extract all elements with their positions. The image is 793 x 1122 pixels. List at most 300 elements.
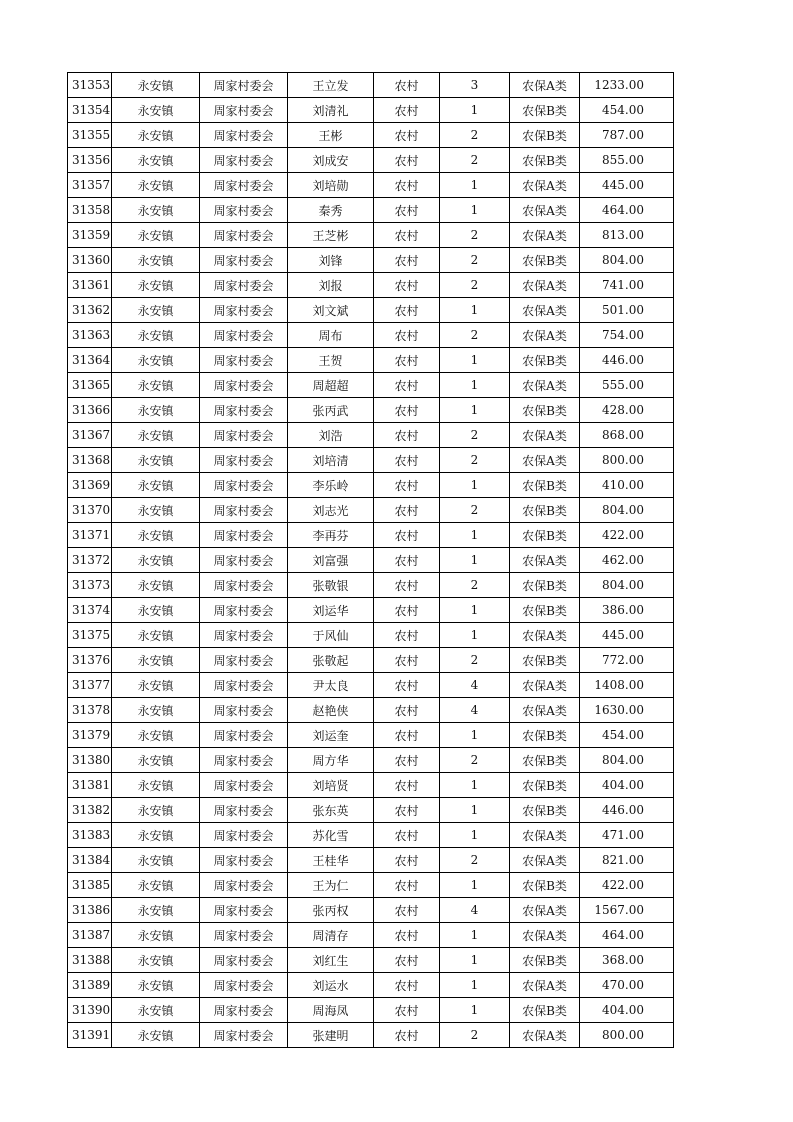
amount-cell: 470.00 — [580, 973, 674, 998]
insurance-category-cell: 农保A类 — [510, 548, 580, 573]
household-count-cell: 1 — [440, 548, 510, 573]
table-row — [68, 248, 674, 273]
insurance-category-cell: 农保A类 — [510, 298, 580, 323]
name-cell: 刘红生 — [288, 948, 374, 973]
record-id-cell: 31358 — [68, 198, 112, 223]
name-cell: 周海凤 — [288, 998, 374, 1023]
name-cell: 李再芬 — [288, 523, 374, 548]
record-id-cell: 31385 — [68, 873, 112, 898]
village-committee-cell: 周家村委会 — [200, 248, 288, 273]
amount-cell: 800.00 — [580, 1023, 674, 1048]
record-id-cell: 31357 — [68, 173, 112, 198]
table-row — [68, 73, 674, 98]
area-type-cell: 农村 — [374, 948, 440, 973]
table-row — [68, 223, 674, 248]
town-cell: 永安镇 — [112, 248, 200, 273]
record-id-cell: 31389 — [68, 973, 112, 998]
area-type-cell: 农村 — [374, 373, 440, 398]
amount-cell: 464.00 — [580, 198, 674, 223]
area-type-cell: 农村 — [374, 323, 440, 348]
name-cell: 尹太良 — [288, 673, 374, 698]
town-cell: 永安镇 — [112, 473, 200, 498]
household-count-cell: 1 — [440, 973, 510, 998]
amount-cell: 471.00 — [580, 823, 674, 848]
amount-cell: 741.00 — [580, 273, 674, 298]
record-id-cell: 31363 — [68, 323, 112, 348]
household-count-cell: 1 — [440, 198, 510, 223]
town-cell: 永安镇 — [112, 748, 200, 773]
name-cell: 于风仙 — [288, 623, 374, 648]
village-committee-cell: 周家村委会 — [200, 573, 288, 598]
insurance-category-cell: 农保A类 — [510, 973, 580, 998]
town-cell: 永安镇 — [112, 623, 200, 648]
name-cell: 刘志光 — [288, 498, 374, 523]
table-row — [68, 548, 674, 573]
table-row — [68, 148, 674, 173]
village-committee-cell: 周家村委会 — [200, 648, 288, 673]
insurance-category-cell: 农保A类 — [510, 423, 580, 448]
town-cell: 永安镇 — [112, 873, 200, 898]
table-row — [68, 698, 674, 723]
insurance-category-cell: 农保B类 — [510, 648, 580, 673]
roster-table — [67, 72, 674, 1048]
area-type-cell: 农村 — [374, 148, 440, 173]
insurance-category-cell: 农保A类 — [510, 848, 580, 873]
village-committee-cell: 周家村委会 — [200, 173, 288, 198]
area-type-cell: 农村 — [374, 523, 440, 548]
table-row — [68, 173, 674, 198]
area-type-cell: 农村 — [374, 1023, 440, 1048]
name-cell: 刘报 — [288, 273, 374, 298]
village-committee-cell: 周家村委会 — [200, 798, 288, 823]
town-cell: 永安镇 — [112, 548, 200, 573]
town-cell: 永安镇 — [112, 948, 200, 973]
household-count-cell: 2 — [440, 1023, 510, 1048]
area-type-cell: 农村 — [374, 873, 440, 898]
name-cell: 王芝彬 — [288, 223, 374, 248]
area-type-cell: 农村 — [374, 973, 440, 998]
insurance-category-cell: 农保A类 — [510, 323, 580, 348]
village-committee-cell: 周家村委会 — [200, 548, 288, 573]
name-cell: 刘运水 — [288, 973, 374, 998]
village-committee-cell: 周家村委会 — [200, 348, 288, 373]
amount-cell: 454.00 — [580, 723, 674, 748]
insurance-category-cell: 农保A类 — [510, 898, 580, 923]
household-count-cell: 2 — [440, 323, 510, 348]
household-count-cell: 1 — [440, 948, 510, 973]
insurance-category-cell: 农保B类 — [510, 873, 580, 898]
insurance-category-cell: 农保B类 — [510, 523, 580, 548]
town-cell: 永安镇 — [112, 723, 200, 748]
name-cell: 王彬 — [288, 123, 374, 148]
name-cell: 周超超 — [288, 373, 374, 398]
household-count-cell: 2 — [440, 423, 510, 448]
insurance-category-cell: 农保B类 — [510, 498, 580, 523]
village-committee-cell: 周家村委会 — [200, 923, 288, 948]
record-id-cell: 31353 — [68, 73, 112, 98]
record-id-cell: 31377 — [68, 673, 112, 698]
insurance-category-cell: 农保B类 — [510, 998, 580, 1023]
record-id-cell: 31361 — [68, 273, 112, 298]
record-id-cell: 31383 — [68, 823, 112, 848]
village-committee-cell: 周家村委会 — [200, 98, 288, 123]
town-cell: 永安镇 — [112, 923, 200, 948]
area-type-cell: 农村 — [374, 723, 440, 748]
amount-cell: 464.00 — [580, 923, 674, 948]
insurance-category-cell: 农保A类 — [510, 448, 580, 473]
record-id-cell: 31372 — [68, 548, 112, 573]
town-cell: 永安镇 — [112, 73, 200, 98]
record-id-cell: 31378 — [68, 698, 112, 723]
insurance-category-cell: 农保A类 — [510, 823, 580, 848]
area-type-cell: 农村 — [374, 73, 440, 98]
record-id-cell: 31370 — [68, 498, 112, 523]
amount-cell: 1408.00 — [580, 673, 674, 698]
town-cell: 永安镇 — [112, 373, 200, 398]
area-type-cell: 农村 — [374, 248, 440, 273]
insurance-category-cell: 农保B类 — [510, 123, 580, 148]
record-id-cell: 31388 — [68, 948, 112, 973]
amount-cell: 804.00 — [580, 748, 674, 773]
village-committee-cell: 周家村委会 — [200, 823, 288, 848]
name-cell: 秦秀 — [288, 198, 374, 223]
amount-cell: 855.00 — [580, 148, 674, 173]
household-count-cell: 1 — [440, 998, 510, 1023]
town-cell: 永安镇 — [112, 323, 200, 348]
record-id-cell: 31354 — [68, 98, 112, 123]
name-cell: 刘锋 — [288, 248, 374, 273]
name-cell: 张丙武 — [288, 398, 374, 423]
area-type-cell: 农村 — [374, 498, 440, 523]
name-cell: 刘运华 — [288, 598, 374, 623]
town-cell: 永安镇 — [112, 98, 200, 123]
village-committee-cell: 周家村委会 — [200, 873, 288, 898]
area-type-cell: 农村 — [374, 423, 440, 448]
town-cell: 永安镇 — [112, 223, 200, 248]
insurance-category-cell: 农保B类 — [510, 573, 580, 598]
table-row — [68, 748, 674, 773]
insurance-category-cell: 农保B类 — [510, 473, 580, 498]
name-cell: 刘成安 — [288, 148, 374, 173]
household-count-cell: 2 — [440, 123, 510, 148]
record-id-cell: 31386 — [68, 898, 112, 923]
village-committee-cell: 周家村委会 — [200, 498, 288, 523]
town-cell: 永安镇 — [112, 298, 200, 323]
household-count-cell: 1 — [440, 773, 510, 798]
table-row — [68, 873, 674, 898]
record-id-cell: 31387 — [68, 923, 112, 948]
area-type-cell: 农村 — [374, 998, 440, 1023]
insurance-category-cell: 农保B类 — [510, 398, 580, 423]
household-count-cell: 1 — [440, 873, 510, 898]
table-row — [68, 498, 674, 523]
area-type-cell: 农村 — [374, 573, 440, 598]
insurance-category-cell: 农保B类 — [510, 773, 580, 798]
table-row — [68, 923, 674, 948]
household-count-cell: 2 — [440, 273, 510, 298]
town-cell: 永安镇 — [112, 798, 200, 823]
village-committee-cell: 周家村委会 — [200, 73, 288, 98]
household-count-cell: 4 — [440, 698, 510, 723]
village-committee-cell: 周家村委会 — [200, 523, 288, 548]
area-type-cell: 农村 — [374, 923, 440, 948]
town-cell: 永安镇 — [112, 273, 200, 298]
amount-cell: 804.00 — [580, 248, 674, 273]
amount-cell: 446.00 — [580, 348, 674, 373]
name-cell: 张敬起 — [288, 648, 374, 673]
area-type-cell: 农村 — [374, 348, 440, 373]
name-cell: 周布 — [288, 323, 374, 348]
name-cell: 张丙权 — [288, 898, 374, 923]
table-row — [68, 898, 674, 923]
household-count-cell: 1 — [440, 723, 510, 748]
household-count-cell: 2 — [440, 148, 510, 173]
household-count-cell: 4 — [440, 673, 510, 698]
record-id-cell: 31375 — [68, 623, 112, 648]
area-type-cell: 农村 — [374, 173, 440, 198]
table-row — [68, 823, 674, 848]
town-cell: 永安镇 — [112, 348, 200, 373]
table-row — [68, 673, 674, 698]
table-row — [68, 98, 674, 123]
record-id-cell: 31391 — [68, 1023, 112, 1048]
amount-cell: 422.00 — [580, 523, 674, 548]
table-row — [68, 623, 674, 648]
town-cell: 永安镇 — [112, 1023, 200, 1048]
area-type-cell: 农村 — [374, 898, 440, 923]
record-id-cell: 31381 — [68, 773, 112, 798]
area-type-cell: 农村 — [374, 823, 440, 848]
household-count-cell: 2 — [440, 748, 510, 773]
table-row — [68, 348, 674, 373]
record-id-cell: 31364 — [68, 348, 112, 373]
table-row — [68, 1023, 674, 1048]
town-cell: 永安镇 — [112, 173, 200, 198]
table-row — [68, 298, 674, 323]
record-id-cell: 31366 — [68, 398, 112, 423]
village-committee-cell: 周家村委会 — [200, 448, 288, 473]
amount-cell: 462.00 — [580, 548, 674, 573]
amount-cell: 501.00 — [580, 298, 674, 323]
village-committee-cell: 周家村委会 — [200, 773, 288, 798]
household-count-cell: 1 — [440, 373, 510, 398]
roster-body — [68, 73, 674, 1048]
household-count-cell: 1 — [440, 623, 510, 648]
table-row — [68, 948, 674, 973]
amount-cell: 386.00 — [580, 598, 674, 623]
table-row — [68, 448, 674, 473]
town-cell: 永安镇 — [112, 898, 200, 923]
town-cell: 永安镇 — [112, 198, 200, 223]
town-cell: 永安镇 — [112, 123, 200, 148]
area-type-cell: 农村 — [374, 698, 440, 723]
record-id-cell: 31356 — [68, 148, 112, 173]
area-type-cell: 农村 — [374, 123, 440, 148]
record-id-cell: 31390 — [68, 998, 112, 1023]
name-cell: 王桂华 — [288, 848, 374, 873]
name-cell: 刘浩 — [288, 423, 374, 448]
village-committee-cell: 周家村委会 — [200, 748, 288, 773]
town-cell: 永安镇 — [112, 423, 200, 448]
insurance-category-cell: 农保A类 — [510, 373, 580, 398]
town-cell: 永安镇 — [112, 573, 200, 598]
insurance-category-cell: 农保B类 — [510, 148, 580, 173]
name-cell: 张建明 — [288, 1023, 374, 1048]
table-row — [68, 273, 674, 298]
amount-cell: 410.00 — [580, 473, 674, 498]
village-committee-cell: 周家村委会 — [200, 298, 288, 323]
village-committee-cell: 周家村委会 — [200, 273, 288, 298]
record-id-cell: 31384 — [68, 848, 112, 873]
name-cell: 刘培勋 — [288, 173, 374, 198]
amount-cell: 813.00 — [580, 223, 674, 248]
village-committee-cell: 周家村委会 — [200, 723, 288, 748]
town-cell: 永安镇 — [112, 973, 200, 998]
area-type-cell: 农村 — [374, 623, 440, 648]
amount-cell: 404.00 — [580, 998, 674, 1023]
household-count-cell: 1 — [440, 298, 510, 323]
name-cell: 苏化雪 — [288, 823, 374, 848]
table-row — [68, 848, 674, 873]
household-count-cell: 1 — [440, 173, 510, 198]
table-row — [68, 573, 674, 598]
record-id-cell: 31368 — [68, 448, 112, 473]
village-committee-cell: 周家村委会 — [200, 473, 288, 498]
amount-cell: 446.00 — [580, 798, 674, 823]
household-count-cell: 1 — [440, 348, 510, 373]
town-cell: 永安镇 — [112, 773, 200, 798]
area-type-cell: 农村 — [374, 98, 440, 123]
amount-cell: 428.00 — [580, 398, 674, 423]
village-committee-cell: 周家村委会 — [200, 973, 288, 998]
village-committee-cell: 周家村委会 — [200, 373, 288, 398]
household-count-cell: 2 — [440, 223, 510, 248]
record-id-cell: 31376 — [68, 648, 112, 673]
area-type-cell: 农村 — [374, 473, 440, 498]
area-type-cell: 农村 — [374, 598, 440, 623]
record-id-cell: 31365 — [68, 373, 112, 398]
area-type-cell: 农村 — [374, 198, 440, 223]
insurance-category-cell: 农保A类 — [510, 623, 580, 648]
insurance-category-cell: 农保A类 — [510, 1023, 580, 1048]
area-type-cell: 农村 — [374, 223, 440, 248]
record-id-cell: 31382 — [68, 798, 112, 823]
village-committee-cell: 周家村委会 — [200, 948, 288, 973]
insurance-category-cell: 农保A类 — [510, 198, 580, 223]
name-cell: 周清存 — [288, 923, 374, 948]
insurance-category-cell: 农保B类 — [510, 798, 580, 823]
amount-cell: 1567.00 — [580, 898, 674, 923]
area-type-cell: 农村 — [374, 673, 440, 698]
household-count-cell: 2 — [440, 573, 510, 598]
amount-cell: 422.00 — [580, 873, 674, 898]
village-committee-cell: 周家村委会 — [200, 698, 288, 723]
record-id-cell: 31371 — [68, 523, 112, 548]
amount-cell: 445.00 — [580, 173, 674, 198]
insurance-category-cell: 农保B类 — [510, 98, 580, 123]
insurance-category-cell: 农保A类 — [510, 673, 580, 698]
household-count-cell: 1 — [440, 98, 510, 123]
table-row — [68, 123, 674, 148]
insurance-category-cell: 农保B类 — [510, 748, 580, 773]
town-cell: 永安镇 — [112, 148, 200, 173]
amount-cell: 368.00 — [580, 948, 674, 973]
record-id-cell: 31369 — [68, 473, 112, 498]
area-type-cell: 农村 — [374, 448, 440, 473]
household-count-cell: 1 — [440, 598, 510, 623]
town-cell: 永安镇 — [112, 498, 200, 523]
amount-cell: 821.00 — [580, 848, 674, 873]
area-type-cell: 农村 — [374, 848, 440, 873]
town-cell: 永安镇 — [112, 523, 200, 548]
area-type-cell: 农村 — [374, 398, 440, 423]
record-id-cell: 31360 — [68, 248, 112, 273]
name-cell: 刘清礼 — [288, 98, 374, 123]
name-cell: 刘培清 — [288, 448, 374, 473]
insurance-category-cell: 农保B类 — [510, 348, 580, 373]
record-id-cell: 31355 — [68, 123, 112, 148]
table-row — [68, 373, 674, 398]
insurance-category-cell: 农保A类 — [510, 923, 580, 948]
household-count-cell: 4 — [440, 898, 510, 923]
insurance-category-cell: 农保A类 — [510, 73, 580, 98]
amount-cell: 787.00 — [580, 123, 674, 148]
record-id-cell: 31359 — [68, 223, 112, 248]
town-cell: 永安镇 — [112, 823, 200, 848]
table-row — [68, 423, 674, 448]
village-committee-cell: 周家村委会 — [200, 148, 288, 173]
insurance-category-cell: 农保B类 — [510, 248, 580, 273]
table-row — [68, 723, 674, 748]
name-cell: 王为仁 — [288, 873, 374, 898]
area-type-cell: 农村 — [374, 773, 440, 798]
table-row — [68, 998, 674, 1023]
town-cell: 永安镇 — [112, 648, 200, 673]
record-id-cell: 31362 — [68, 298, 112, 323]
name-cell: 周方华 — [288, 748, 374, 773]
amount-cell: 404.00 — [580, 773, 674, 798]
village-committee-cell: 周家村委会 — [200, 123, 288, 148]
village-committee-cell: 周家村委会 — [200, 998, 288, 1023]
household-count-cell: 2 — [440, 648, 510, 673]
village-committee-cell: 周家村委会 — [200, 623, 288, 648]
town-cell: 永安镇 — [112, 398, 200, 423]
record-id-cell: 31373 — [68, 573, 112, 598]
village-committee-cell: 周家村委会 — [200, 673, 288, 698]
amount-cell: 772.00 — [580, 648, 674, 673]
area-type-cell: 农村 — [374, 298, 440, 323]
village-committee-cell: 周家村委会 — [200, 848, 288, 873]
household-count-cell: 2 — [440, 448, 510, 473]
village-committee-cell: 周家村委会 — [200, 223, 288, 248]
amount-cell: 1630.00 — [580, 698, 674, 723]
table-row — [68, 973, 674, 998]
insurance-category-cell: 农保A类 — [510, 223, 580, 248]
town-cell: 永安镇 — [112, 598, 200, 623]
village-committee-cell: 周家村委会 — [200, 1023, 288, 1048]
area-type-cell: 农村 — [374, 548, 440, 573]
area-type-cell: 农村 — [374, 798, 440, 823]
amount-cell: 800.00 — [580, 448, 674, 473]
table-row — [68, 198, 674, 223]
table-row — [68, 523, 674, 548]
name-cell: 刘文斌 — [288, 298, 374, 323]
village-committee-cell: 周家村委会 — [200, 898, 288, 923]
town-cell: 永安镇 — [112, 848, 200, 873]
table-row — [68, 798, 674, 823]
town-cell: 永安镇 — [112, 998, 200, 1023]
town-cell: 永安镇 — [112, 448, 200, 473]
